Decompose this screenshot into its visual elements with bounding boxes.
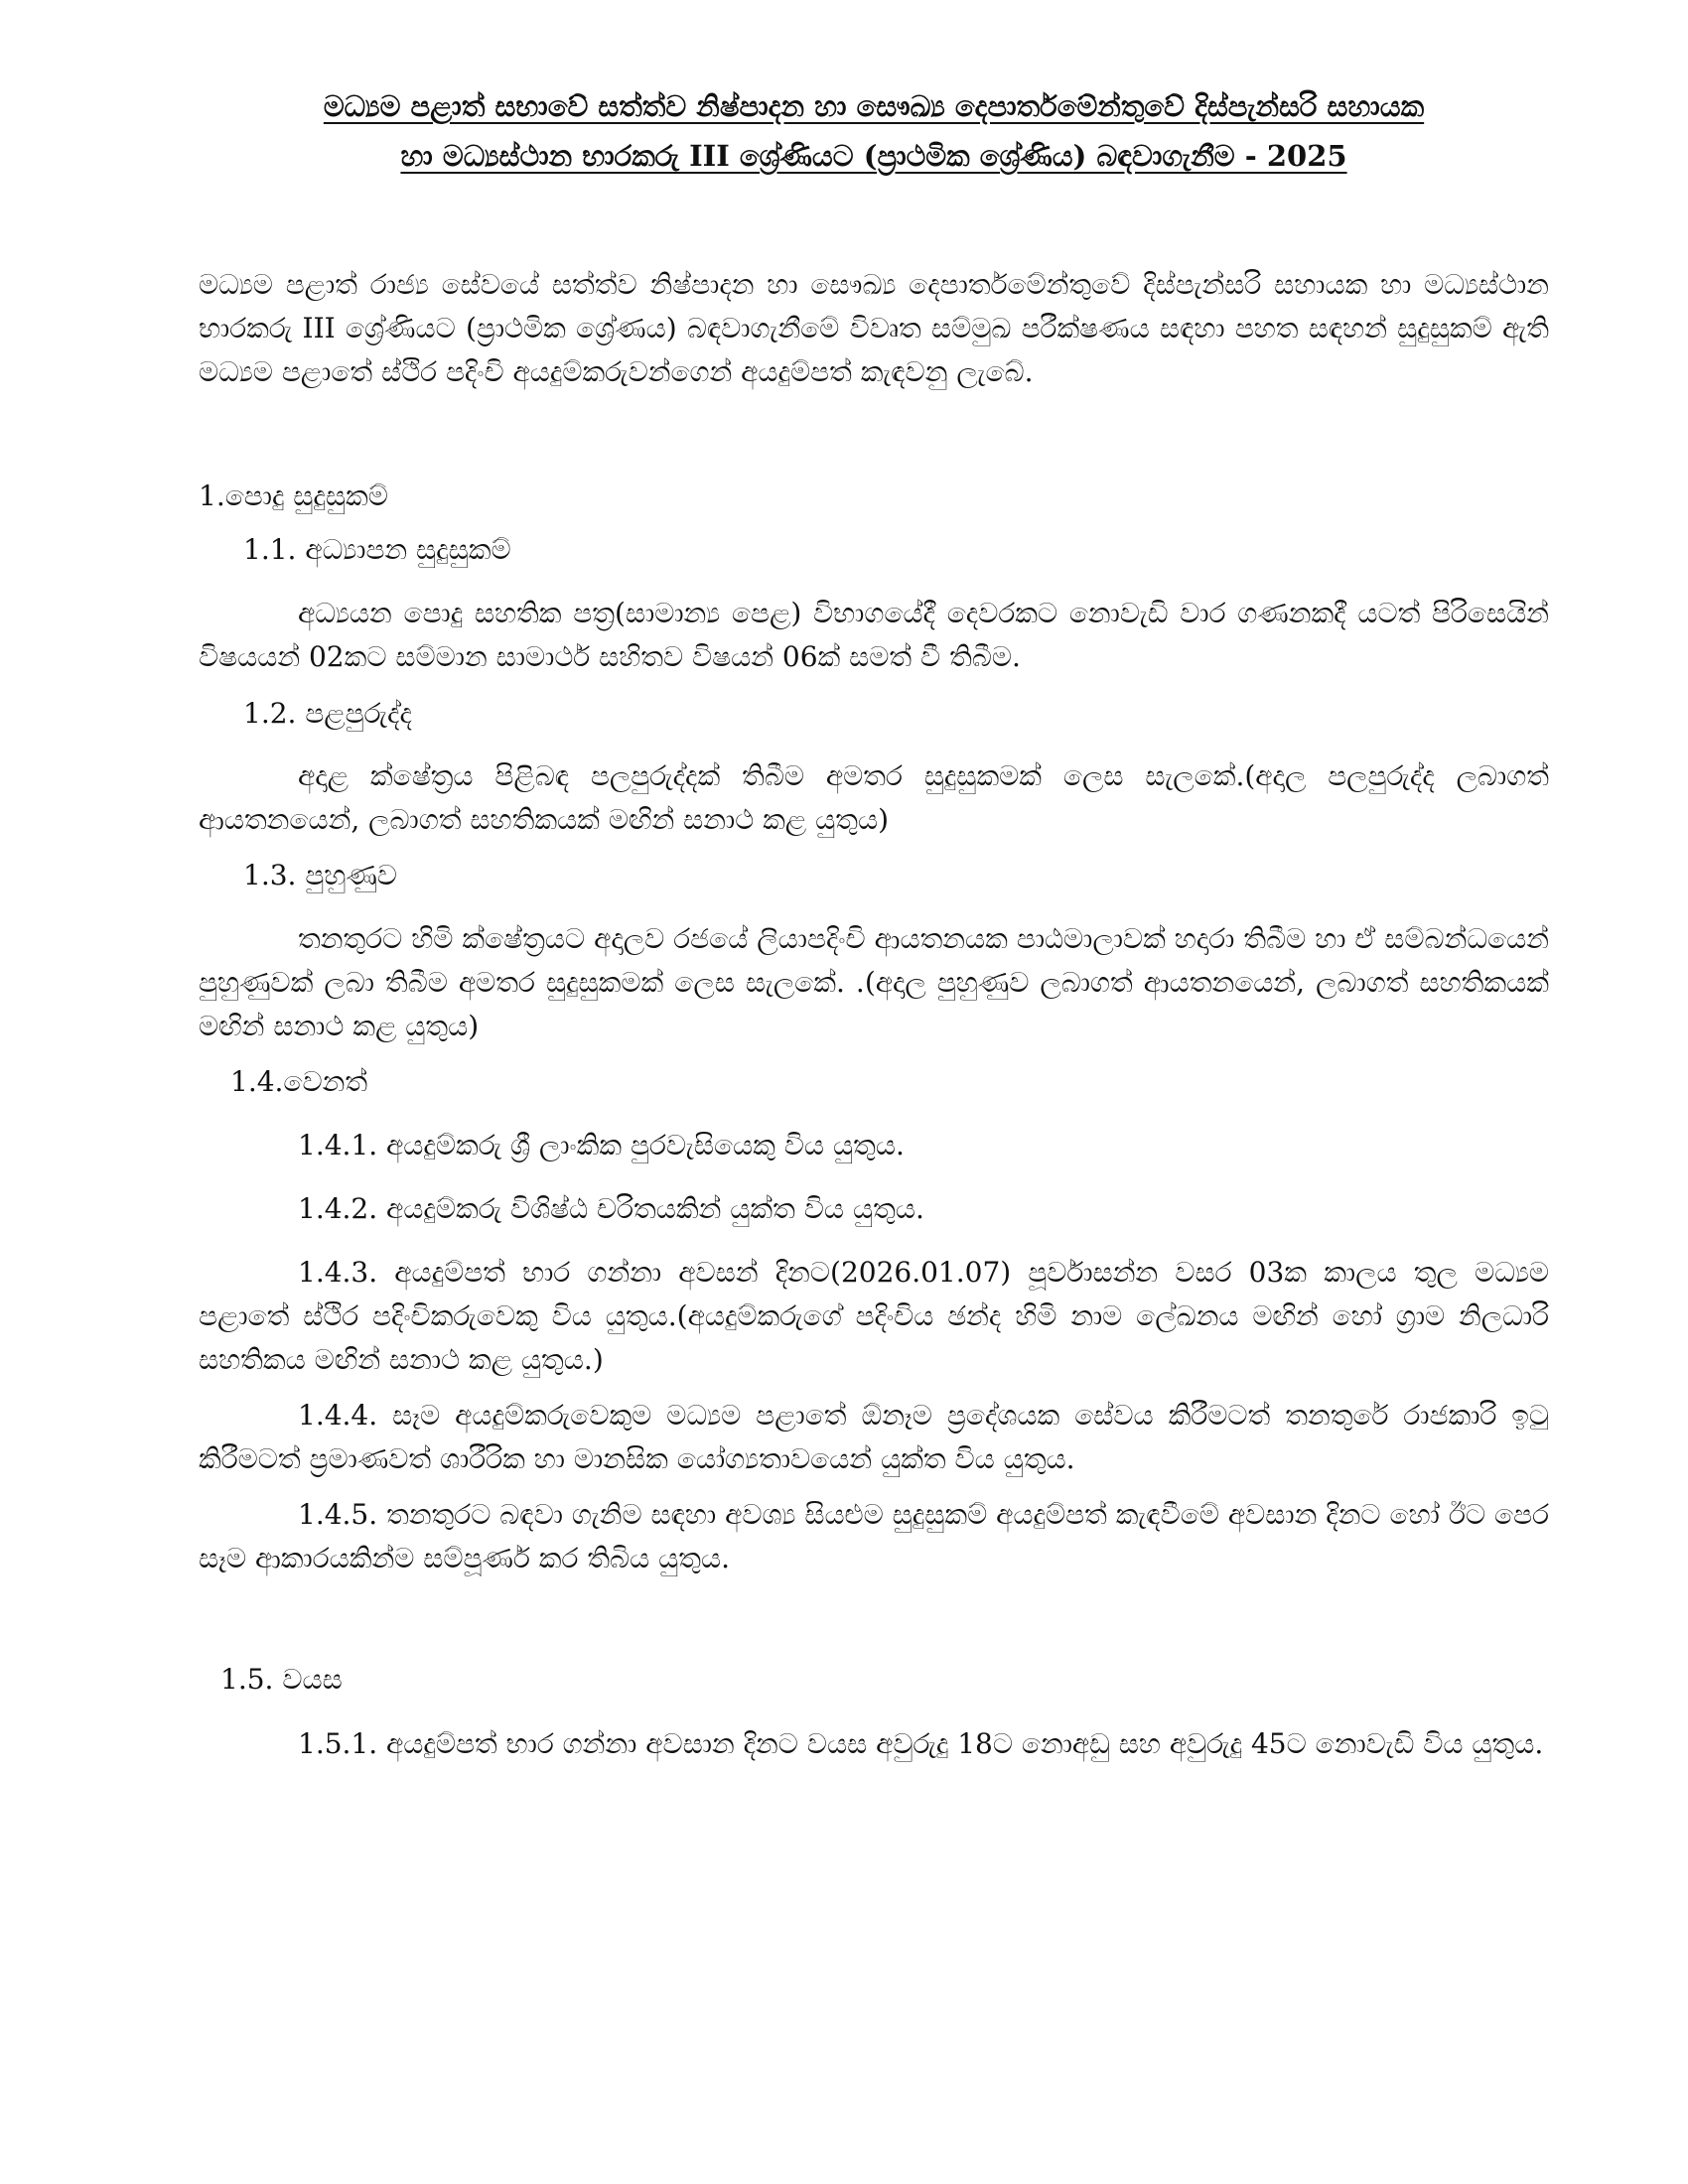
section-1-2-text: අදාළ ක්ෂේත්‍රය පිළිබඳ පලපුරුද්දක් තිබීම අමතර සුදුසුකමක් ලෙස සැලකේ.(අදාල පලපුරුද්ද ලබාගත් ආයතනයෙන්, ලබාගත් සහතිකයක් මඟින් සනාථ කළ යුතුය) — [199, 759, 1549, 836]
intro-paragraph: මධ්‍යම පළාත් රාජ්‍ය සේවයේ සත්ත්ව නිෂ්පාදන හා සෞඛ්‍ය දෙපාර්තමේන්තුවේ දිස්පැන්සරි සහායක හා මධ්‍යස්ථාන භාරකරු III ශ්‍රේණියට (ප්‍රාථමික ශ්‍රේණය) බඳවාගැනීමේ විවෘත සම්මුඛ පරීක්ෂණය සඳහා පහත සඳහන් සුදුසුකම් ඇති මධ්‍යම පළාතේ ස්ථිර පදිංචි අයදුම්කරුවන්ගෙන් අයදුම්පත් කැඳවනු ලැබේ. — [199, 268, 1549, 388]
title-line-2: හා මධ්‍යස්ථාන භාරකරු III ශ්‍රේණියට (ප්‍රාථමික ශ්‍රේණිය) බඳවාගැනීම - 2025 — [400, 139, 1347, 173]
section-1-5-1: 1.5.1. අයදුම්පත් භාර ගන්නා අවසාන දිනට වයස අවුරුදු 18ට නොඅඩු සහ අවුරුදු 45ට නොවැඩි විය යුතුය. — [298, 1727, 1544, 1760]
title-line-1: මධ්‍යම පළාත් සභාවේ සත්ත්ව නිෂ්පාදන හා සෞඛ්‍ය දෙපාර්තමේන්තුවේ දිස්පැන්සරි සහායක — [323, 89, 1425, 123]
section-1-4-heading: 1.4.වෙනත් — [230, 1065, 368, 1098]
section-1-4-1: 1.4.1. අයදුම්කරු ශ්‍රී ලාංකික පුරවැසියෙකු විය යුතුය. — [298, 1129, 905, 1161]
section-1-3-heading: 1.3. පුහුණුව — [243, 859, 397, 891]
section-1-4-4: 1.4.4. සෑම අයදුම්කරුවෙකුම මධ්‍යම පළාතේ ඕනෑම ප්‍රදේශයක සේවය කිරීමටත් තනතුරේ රාජකාරි ඉටු කිරීමටත් ප්‍රමාණවත් ශාරීරික හා මානසික යෝග්‍යතාවයෙන් යුක්ත විය යුතුය. — [199, 1399, 1549, 1475]
section-1-3-text: තනතුරට හිමි ක්ෂේත්‍රයට අදාලව රජයේ ලියාපදිංචි ආයතනයක පාඨමාලාවක් හදාරා තිබීම හා ඒ සම්බන්ධයෙන් පුහුණුවක් ලබා තිබීම අමතර සුදුසුකමක් ලෙස සැලකේ. .(අදාල පුහුණුව ලබාගත් ආයතනයෙන්, ලබාගත් සහතිකයක් මඟින් සනාථ කළ යුතුය) — [199, 922, 1549, 1042]
section-1-1-heading: 1.1. අධ්‍යාපන සුදුසුකම් — [243, 533, 511, 566]
section-1-2-heading: 1.2. පළපුරුද්ද — [243, 697, 412, 730]
section-1-heading: 1.පොදු සුදුසුකම් — [199, 479, 388, 512]
section-1-4-2: 1.4.2. අයදුම්කරු විශිෂ්ඨ චරිතයකින් යුක්ත විය යුතුය. — [298, 1192, 924, 1225]
document-title — [199, 81, 1549, 181]
section-1-4-3: 1.4.3. අයදුම්පත් භාර ගන්නා අවසන් දිනට(2026.01.07) පූර්වාසන්න වසර 03ක කාලය තුල මධ්‍යම පළාතේ ස්ථිර පදිංචිකරුවෙකු විය යුතුය.(අයදුම්කරුගේ පදිංචිය ඡන්ද හිමි නාම ලේඛනය මඟින් හෝ ග්‍රාම නිලධාරි සහතිකය මඟින් සනාථ කළ යුතුය.) — [199, 1256, 1549, 1376]
section-1-5-heading: 1.5. වයස — [220, 1663, 343, 1696]
section-1-1-text: අධ්‍යයන පොදු සහතික පත්‍ර(සාමාන්‍ය පෙළ) විභාගයේදී දෙවරකට නොවැඩි වාර ගණනකදී යටත් පිරිසෙයින් විෂයයන් 02කට සම්මාන සාමාර්ථ සහිතව විෂයන් 06ක් සමත් වී තිබීම. — [199, 597, 1549, 673]
section-1-4-5: 1.4.5. තනතුරට බඳවා ගැනිම සඳහා අවශ්‍ය සියළුම සුදුසුකම් අයදුම්පත් කැඳවීමේ අවසාන දිනට හෝ ඊට පෙර සෑම ආකාරයකින්ම සම්පූර්ණ කර තිබිය යුතුය. — [199, 1498, 1549, 1574]
